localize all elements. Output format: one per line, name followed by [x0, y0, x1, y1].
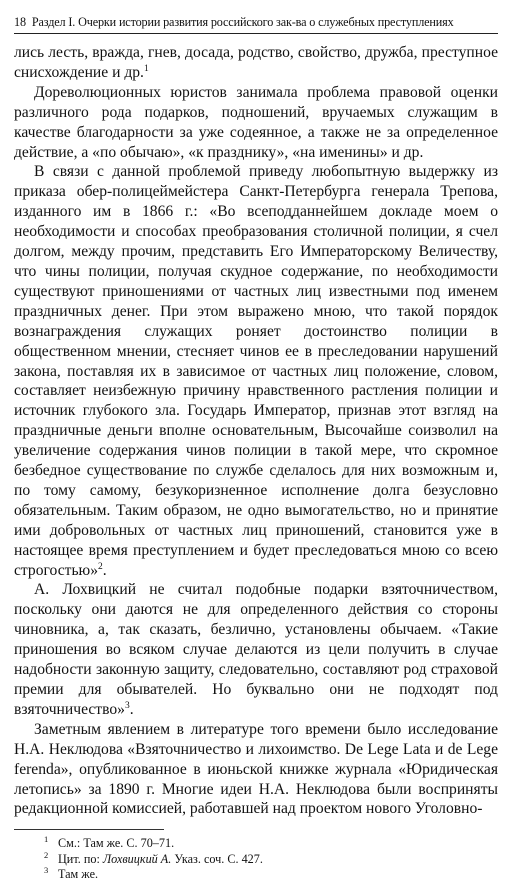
- footnote-author: Лохвицкий А.: [102, 851, 172, 866]
- running-head: [14, 14, 498, 34]
- paragraph-trail: .: [102, 561, 107, 579]
- paragraph-2: [14, 83, 498, 163]
- footnote-number: 3: [44, 865, 49, 876]
- footnotes: [14, 836, 498, 883]
- paragraph-1: [14, 43, 498, 83]
- footnote-1: [14, 836, 498, 852]
- paragraph-3: [14, 162, 498, 580]
- page-number: 18: [14, 15, 26, 29]
- footnote-number: 2: [44, 849, 49, 860]
- footnote-text: Указ. соч. С. 427.: [171, 851, 263, 866]
- footnote-2: [14, 849, 498, 868]
- footnote-ref-1: 1: [143, 63, 149, 74]
- paragraph-5: [14, 720, 498, 820]
- footnote-ref-2: 2: [98, 561, 103, 572]
- document-page: [14, 14, 498, 883]
- footnote-3: [14, 867, 498, 883]
- paragraph-text: Дореволюционных юристов занимала проблема правовой оценки различного рода подарков, подношений, вручаемых служащим в качестве благодарности за уже содеянное, а также не за определенное действие, а «по обычаю», «к празднику», «на именины» и др.: [14, 83, 498, 161]
- paragraph-text: лись лесть, вражда, гнев, досада, родство, свойство, дружба, преступное снисхождение и др.: [14, 44, 498, 81]
- body-text: [14, 43, 498, 819]
- footnote-number: 1: [44, 834, 49, 845]
- paragraph-text: В связи с данной проблемой приведу любопытную выдержку из приказа обер-полицеймейстера Санкт-Петербурга генерала Трепова, изданного им в 1866 г.: «Во всеподданнейшем докладе моем о необходимости и способах преобразования столичной полиции, я счел долгом, между прочим, представить Его Императорскому Величеству, что чины полиции, получая скудное содержание, по необходимости существуют приношениями от частных лиц известными под именем праздничных денег. При этом выражено мною, что такой порядок вознаграждения служащих роняет достоинство полиции в общественном мнении, стесняет чинов ее в преследовании нарушений закона, поставляя их в зависимое от частных лиц положение, словом, составляет неизбежную причину нравственного растления полиции и источник глубокого зла. Государь Император, признав этот взгляд на праздничные деньги вполне основательным, Высочайше соизволил на увеличение содержания чинов полиции в такой мере, что скромное безбедное существование по службе сделалось для них возможным и, по тому самому, безукоризненное исполнение долга безусловно обязательным. Таким образом, не одно вымогательство, но и принятие ими добровольных от частных лиц приношений, становится уже в настоящее время преступлением и будет преследоваться мною со всею строгостью»: [14, 163, 498, 579]
- footnote-prefix: Цит. по:: [58, 851, 103, 866]
- footnote-ref-3: 3: [124, 700, 130, 711]
- paragraph-4: [14, 580, 498, 719]
- footnote-text: Там же.: [58, 867, 99, 882]
- paragraph-text: Заметным явлением в литературе того времени было исследование Н.А. Неклюдова «Взяточничество и лихоимство. De Lege Lata и de Lege ferenda», опубликованное в июньской книжке журнала «Юридическая летопись» за 1890 г. Многие идеи Н.А. Неклюдова были восприняты редакционной комиссией, работавшей над проектом нового Уголовно-: [14, 720, 498, 818]
- footnote-divider: [14, 829, 164, 830]
- running-head-title: Раздел I. Очерки истории развития российского зак-ва о служебных преступлениях: [31, 15, 454, 29]
- paragraph-text: А. Лохвицкий не считал подобные подарки взяточничеством, поскольку они даются не для определенного действия со стороны чиновника, а, так сказать, безлично, установлены обычаем. «Такие приношения во всяком случае делаются из цели получить в случае надобности законную защиту, следовательно, составляют род страховой премии для обывателей. Но буквально они не подходят под взяточничество»: [14, 581, 498, 718]
- footnote-text: См.: Там же. С. 70–71.: [58, 836, 175, 851]
- paragraph-trail: .: [129, 700, 134, 718]
